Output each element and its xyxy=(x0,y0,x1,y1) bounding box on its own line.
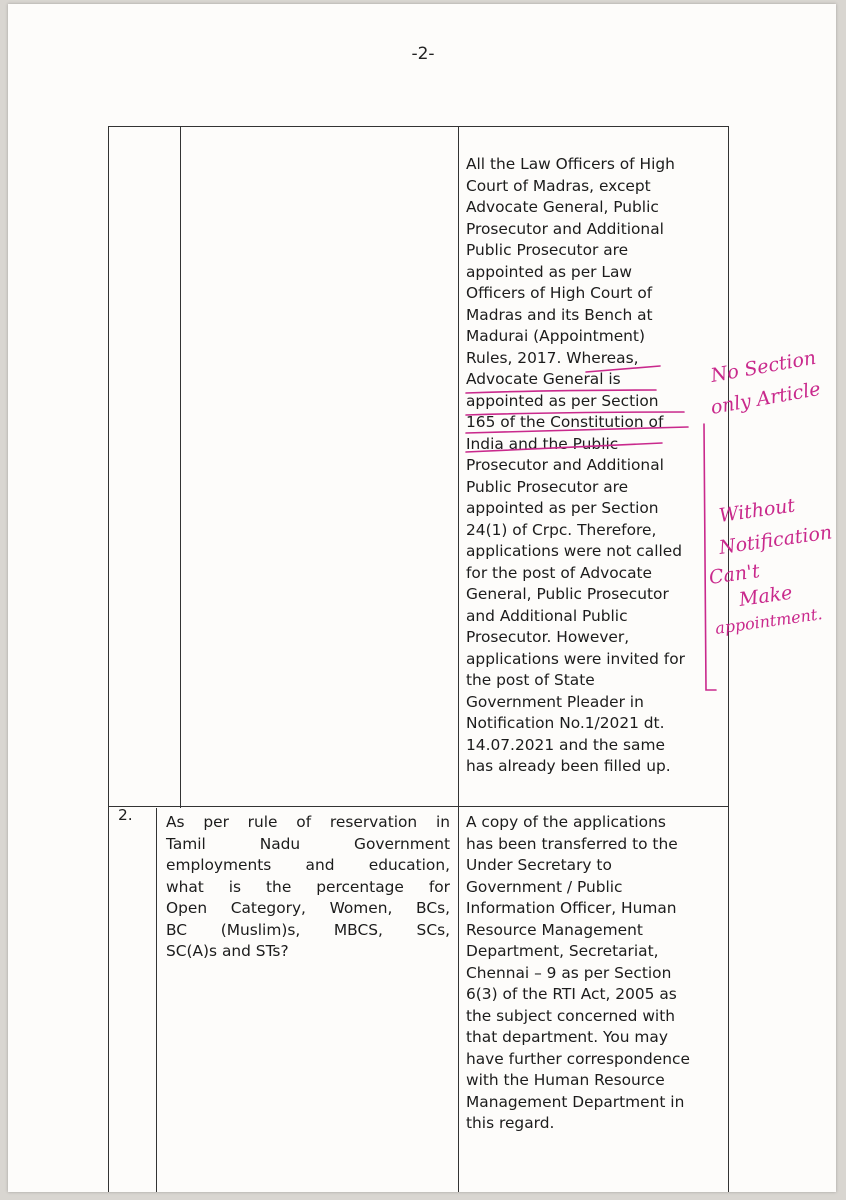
response-line: All the Law Officers of High xyxy=(466,155,675,173)
response-line: Resource Management xyxy=(466,920,643,939)
response-line: the subject concerned with xyxy=(466,1006,675,1025)
row2-response xyxy=(466,812,722,1135)
response-line: General, Public Prosecutor xyxy=(466,585,669,603)
response-line: has already been filled up. xyxy=(466,757,671,775)
annotation-line-3: Without xyxy=(717,494,797,527)
question-line: employments and education, xyxy=(166,856,450,874)
response-line: appointed as per Section xyxy=(466,499,659,517)
response-line: Chennai – 9 as per Section xyxy=(466,963,672,982)
response-line: that department. You may xyxy=(466,1028,668,1046)
annotation-line-5: Can't xyxy=(707,560,762,589)
response-line: 165 of the Constitution of xyxy=(466,413,664,431)
response-line: applications were invited for xyxy=(466,649,685,668)
response-line: appointed as per Law xyxy=(466,262,632,281)
response-line: A copy of the applications xyxy=(466,813,666,831)
annotation-line-4: Notification xyxy=(717,521,834,559)
table-divider-sno xyxy=(180,126,181,808)
response-line: Advocate General is xyxy=(466,370,621,388)
response-line: India and the Public xyxy=(466,434,619,453)
response-line: for the post of Advocate xyxy=(466,563,653,582)
response-line: this regard. xyxy=(466,1114,555,1132)
table-border-top xyxy=(108,126,729,127)
response-line: has been transferred to the xyxy=(466,834,678,853)
response-line: appointed as per Section xyxy=(466,391,659,410)
response-line: Rules, 2017. Whereas, xyxy=(466,348,639,367)
annotation-line-7: appointment. xyxy=(713,604,824,638)
response-line: 6(3) of the RTI Act, 2005 as xyxy=(466,985,677,1003)
response-line: Prosecutor and Additional xyxy=(466,219,664,238)
table-border-right xyxy=(728,126,729,1192)
response-line: and Additional Public xyxy=(466,606,628,625)
response-line: Public Prosecutor are xyxy=(466,241,629,259)
response-line: Management Department in xyxy=(466,1092,685,1111)
row2-question xyxy=(166,812,450,963)
response-line: Prosecutor. However, xyxy=(466,628,630,646)
response-line: 14.07.2021 and the same xyxy=(466,735,665,754)
response-line: Prosecutor and Additional xyxy=(466,456,664,474)
question-line: Open Category, Women, BCs, xyxy=(166,899,450,917)
question-line: what is the percentage for xyxy=(166,877,450,896)
response-line: Public Prosecutor are xyxy=(466,477,629,496)
question-line: Tamil Nadu Government xyxy=(166,834,450,853)
page-number: -2- xyxy=(411,44,435,64)
response-line: Government / Public xyxy=(466,877,623,896)
table-divider-response xyxy=(458,126,459,1192)
annotation-line-6: Make xyxy=(737,581,794,611)
question-line: BC (Muslim)s, MBCS, SCs, xyxy=(166,920,450,939)
table-border-left xyxy=(108,126,109,1192)
response-line: with the Human Resource xyxy=(466,1071,665,1089)
response-line: Madurai (Appointment) xyxy=(466,327,645,345)
question-line: SC(A)s and STs? xyxy=(166,942,289,960)
response-line: Notification No.1/2021 dt. xyxy=(466,714,665,732)
response-line: Under Secretary to xyxy=(466,856,612,874)
response-line: Court of Madras, except xyxy=(466,176,651,195)
response-line: the post of State xyxy=(466,671,595,689)
annotation-line-1: No Section xyxy=(709,346,818,387)
response-line: Department, Secretariat, xyxy=(466,942,659,960)
response-line: Officers of High Court of xyxy=(466,284,653,302)
question-line: As per rule of reservation in xyxy=(166,813,450,831)
response-line: Advocate General, Public xyxy=(466,198,659,216)
response-line: 24(1) of Crpc. Therefore, xyxy=(466,520,657,539)
response-line: applications were not called xyxy=(466,542,682,560)
response-line: Madras and its Bench at xyxy=(466,305,653,324)
annotation-line-2: only Article xyxy=(709,377,823,419)
response-line: Government Pleader in xyxy=(466,692,644,711)
response-line: Information Officer, Human xyxy=(466,899,677,917)
table-divider-sno-row2 xyxy=(156,808,157,1192)
row1-response xyxy=(466,154,722,778)
table-row-divider xyxy=(108,806,729,807)
row2-serial-number: 2. xyxy=(118,806,133,824)
response-line: have further correspondence xyxy=(466,1049,690,1068)
